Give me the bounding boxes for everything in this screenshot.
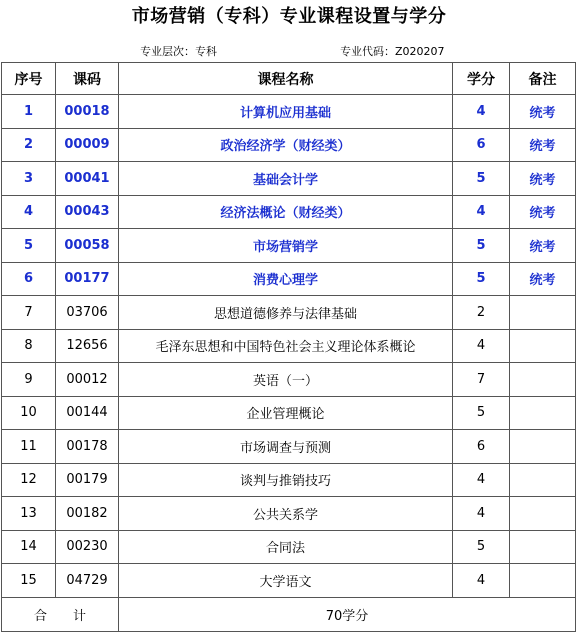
cell-code: 00144: [56, 396, 119, 430]
cell-credit: 4: [453, 564, 510, 598]
cell-name: 英语（一）: [119, 363, 453, 397]
cell-credit: 4: [453, 95, 510, 129]
cell-code: 00182: [56, 497, 119, 531]
cell-no: 7: [2, 296, 56, 330]
cell-note: [510, 329, 576, 363]
table-row: [2, 530, 576, 564]
cell-name: 合同法: [119, 530, 453, 564]
cell-code: 00230: [56, 530, 119, 564]
cell-note: 统考: [510, 229, 576, 263]
cell-code: 00179: [56, 463, 119, 497]
cell-name: 市场营销学: [119, 229, 453, 263]
cell-no: 12: [2, 463, 56, 497]
cell-no: 4: [2, 195, 56, 229]
cell-code: 00058: [56, 229, 119, 263]
header-note: 备注: [510, 63, 576, 95]
table-row: [2, 363, 576, 397]
cell-credit: 5: [453, 229, 510, 263]
cell-note: 统考: [510, 195, 576, 229]
cell-no: 2: [2, 128, 56, 162]
cell-note: [510, 497, 576, 531]
table-row: [2, 497, 576, 531]
cell-note: [510, 463, 576, 497]
program-meta: [0, 38, 578, 64]
table-row: [2, 262, 576, 296]
cell-code: 00178: [56, 430, 119, 464]
cell-code: 00177: [56, 262, 119, 296]
cell-no: 9: [2, 363, 56, 397]
program-code: 专业代码：Z020207: [340, 45, 445, 58]
cell-code: 12656: [56, 329, 119, 363]
cell-name: 消费心理学: [119, 262, 453, 296]
table-header-row: [2, 63, 576, 95]
header-no: 序号: [2, 63, 56, 95]
cell-no: 10: [2, 396, 56, 430]
cell-code: 00018: [56, 95, 119, 129]
cell-note: 统考: [510, 262, 576, 296]
cell-code: 00041: [56, 162, 119, 196]
course-table: [1, 62, 576, 632]
cell-credit: 5: [453, 162, 510, 196]
cell-code: 00043: [56, 195, 119, 229]
table-row: [2, 430, 576, 464]
cell-name: 大学语文: [119, 564, 453, 598]
cell-name: 市场调查与预测: [119, 430, 453, 464]
cell-note: 统考: [510, 95, 576, 129]
cell-code: 03706: [56, 296, 119, 330]
cell-no: 15: [2, 564, 56, 598]
cell-credit: 4: [453, 195, 510, 229]
cell-name: 公共关系学: [119, 497, 453, 531]
table-row: [2, 564, 576, 598]
cell-note: [510, 530, 576, 564]
table-body: [2, 95, 576, 598]
cell-credit: 5: [453, 262, 510, 296]
cell-code: 04729: [56, 564, 119, 598]
total-row: [2, 597, 576, 631]
cell-name: 计算机应用基础: [119, 95, 453, 129]
cell-no: 14: [2, 530, 56, 564]
cell-name: 经济法概论（财经类）: [119, 195, 453, 229]
cell-note: [510, 296, 576, 330]
total-value: 70学分: [119, 597, 576, 631]
cell-credit: 4: [453, 497, 510, 531]
cell-name: 毛泽东思想和中国特色社会主义理论体系概论: [119, 329, 453, 363]
cell-credit: 6: [453, 430, 510, 464]
cell-note: 统考: [510, 162, 576, 196]
header-code: 课码: [56, 63, 119, 95]
table-row: [2, 128, 576, 162]
table-row: [2, 229, 576, 263]
cell-no: 11: [2, 430, 56, 464]
cell-name: 企业管理概论: [119, 396, 453, 430]
cell-name: 基础会计学: [119, 162, 453, 196]
cell-note: [510, 430, 576, 464]
cell-no: 13: [2, 497, 56, 531]
cell-name: 思想道德修养与法律基础: [119, 296, 453, 330]
cell-code: 00012: [56, 363, 119, 397]
table-row: [2, 329, 576, 363]
cell-no: 8: [2, 329, 56, 363]
header-credit: 学分: [453, 63, 510, 95]
cell-credit: 4: [453, 463, 510, 497]
cell-note: [510, 396, 576, 430]
cell-code: 00009: [56, 128, 119, 162]
cell-credit: 6: [453, 128, 510, 162]
cell-no: 6: [2, 262, 56, 296]
cell-credit: 4: [453, 329, 510, 363]
cell-name: 政治经济学（财经类）: [119, 128, 453, 162]
cell-credit: 5: [453, 396, 510, 430]
table-row: [2, 296, 576, 330]
program-level: 专业层次：专科: [140, 45, 217, 58]
cell-no: 3: [2, 162, 56, 196]
cell-note: 统考: [510, 128, 576, 162]
cell-credit: 5: [453, 530, 510, 564]
page-title: 市场营销（专科）专业课程设置与学分: [131, 6, 447, 27]
cell-note: [510, 564, 576, 598]
cell-no: 5: [2, 229, 56, 263]
total-label: 合 计: [2, 597, 119, 631]
table-row: [2, 195, 576, 229]
table-row: [2, 95, 576, 129]
cell-note: [510, 363, 576, 397]
table-row: [2, 463, 576, 497]
cell-no: 1: [2, 95, 56, 129]
table-row: [2, 162, 576, 196]
cell-name: 谈判与推销技巧: [119, 463, 453, 497]
table-row: [2, 396, 576, 430]
header-name: 课程名称: [119, 63, 453, 95]
cell-credit: 2: [453, 296, 510, 330]
cell-credit: 7: [453, 363, 510, 397]
